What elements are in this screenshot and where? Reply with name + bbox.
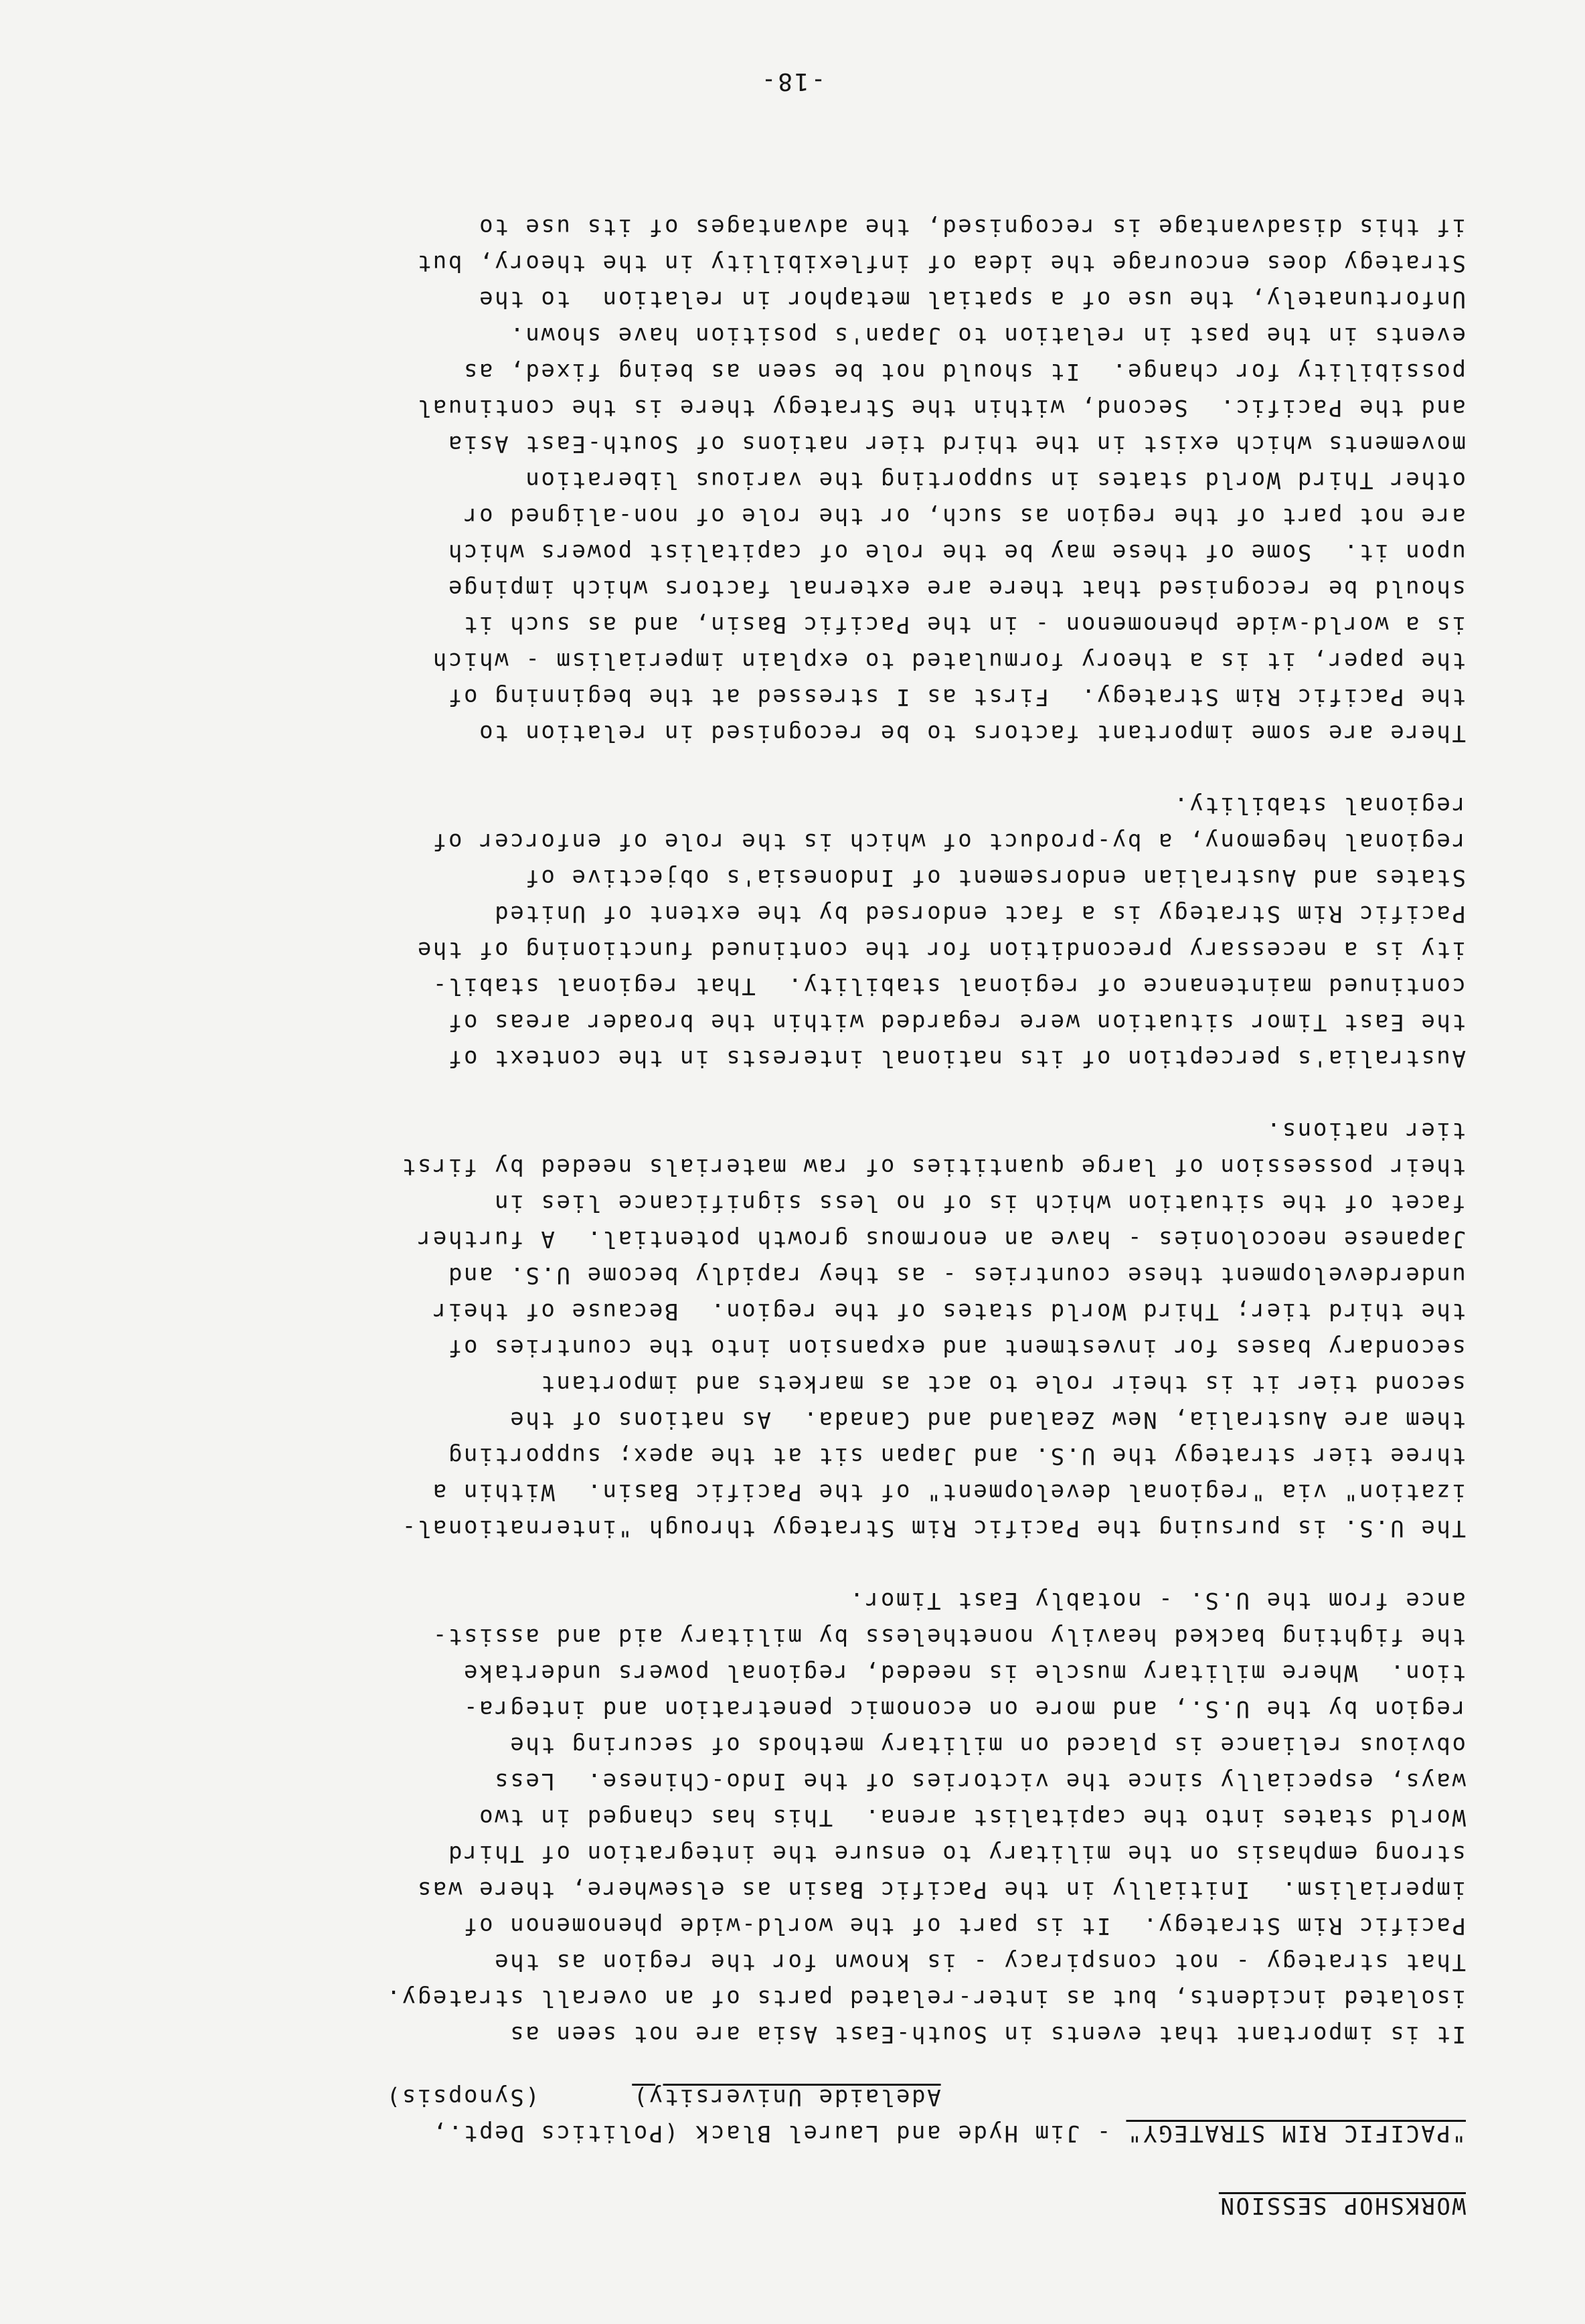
text-line: them are Australia, New Zealand and Canada. As nations of the bbox=[508, 1406, 1466, 1433]
text-line: strong emphasis on the military to ensure the integration of Third bbox=[446, 1840, 1466, 1867]
text-line: regional hegemony, a by-product of which is the role of enforcer of bbox=[431, 828, 1466, 855]
text-line: ization" via "regional development" of the Pacific Basin. Within a bbox=[431, 1479, 1466, 1505]
text-line: the third tier; Third World states of the region. Because of their bbox=[431, 1298, 1466, 1325]
text-line: Pacific Rim Strategy is a fact endorsed by the extent of United bbox=[493, 900, 1466, 927]
text-line: their possession of large quantities of raw materials needed by first bbox=[400, 1153, 1466, 1180]
affiliation-indent bbox=[941, 2084, 1466, 2110]
text-line: ance from the U.S. - notably East Timor. bbox=[848, 1587, 1466, 1614]
text-line: the paper, it is a theory formulated to explain imperialism - which bbox=[431, 647, 1466, 674]
text-line: if this disadvantage is recognised, the advantages of its use to bbox=[477, 214, 1466, 240]
text-line: Strategy does encourage the idea of inflexibility in the theory, but bbox=[416, 250, 1466, 276]
text-line: There are some important factors to be recognised in relation to bbox=[477, 720, 1466, 746]
text-line: obvious reliance is placed on military methods of securing the bbox=[508, 1732, 1466, 1758]
text-line: three tier strategy the U.S. and Japan sit at the apex; supporting bbox=[446, 1442, 1466, 1469]
workshop-heading: WORKSHOP SESSION bbox=[1218, 2192, 1466, 2219]
text-line: ways, especially since the victories of the Indo-Chinese. Less bbox=[493, 1768, 1466, 1795]
session-authors: - Jim Hyde and Laurel Black (Politics Dept., bbox=[431, 2120, 1127, 2147]
text-line: other Third World states in supporting the various liberation bbox=[523, 467, 1466, 493]
synopsis-label: (Synopsis) bbox=[385, 2084, 633, 2110]
text-line: the East Timor situation were regarded within the broader areas of bbox=[446, 1009, 1466, 1035]
text-line: Pacific Rim Strategy. It is part of the world-wide phenomenon of bbox=[462, 1912, 1466, 1939]
session-title-line bbox=[114, 2115, 1466, 2151]
text-line: secondary bases for investment and expansion into the countries of bbox=[446, 1334, 1466, 1361]
text-line: possibility for change. It should not be seen as being fixed, as bbox=[462, 358, 1466, 385]
paragraph-4 bbox=[114, 209, 1466, 751]
text-line: upon it. Some of these may be the role of capitalist powers which bbox=[446, 539, 1466, 566]
text-line: movements which exist in the third tier nations of South-East Asia bbox=[446, 430, 1466, 457]
text-line: continued maintenance of regional stability. That regional stabil- bbox=[431, 973, 1466, 999]
text-line: is a world-wide phenomenon - in the Pacific Basin, and as such it bbox=[462, 611, 1466, 638]
paragraph-1 bbox=[114, 1582, 1466, 2052]
text-line: underdevelopment these countries - as they rapidly become U.S. and bbox=[446, 1262, 1466, 1289]
affiliation: Adelaide University) bbox=[632, 2084, 941, 2110]
text-line: events in the past in relation to Japan's position have shown. bbox=[508, 322, 1466, 349]
text-line: States and Australian endorsement of Indonesia's objective of bbox=[523, 864, 1466, 891]
text-line: The U.S. is pursuing the Pacific Rim Strategy through "international- bbox=[400, 1515, 1466, 1542]
text-line: facet of the situation which is of no less significance lies in bbox=[493, 1189, 1466, 1216]
text-line: and the Pacific. Second, within the Strategy there is the continual bbox=[416, 394, 1466, 421]
spacer bbox=[114, 2151, 1466, 2187]
text-line: tier nations. bbox=[1265, 1117, 1466, 1144]
affiliation-line bbox=[114, 2079, 1466, 2115]
session-title: "PACIFIC RIM STRATEGY" bbox=[1126, 2120, 1466, 2147]
text-line: ity is a necessary precondition for the continued functioning of the bbox=[416, 936, 1466, 963]
document-body bbox=[114, 209, 1466, 2224]
text-line: regional stability. bbox=[1172, 792, 1466, 819]
text-line: tion. Where military muscle is needed, regional powers undertake bbox=[462, 1659, 1466, 1686]
text-line: region by the U.S., and more on economic penetration and integra- bbox=[462, 1695, 1466, 1722]
paragraph-3 bbox=[114, 787, 1466, 1076]
page-number: -18- bbox=[759, 68, 826, 95]
text-line: Unfortunately, the use of a spatial metaphor in relation to the bbox=[477, 286, 1466, 313]
text-line: second tier it is their role to act as markets and important bbox=[539, 1370, 1466, 1397]
text-line: isolated incidents, but as inter-related parts of an overall strategy. bbox=[385, 1985, 1466, 2011]
text-line: World states into the capitalist arena. This has changed in two bbox=[477, 1804, 1466, 1831]
text-line: It is important that events in South-East Asia are not seen as bbox=[508, 2021, 1466, 2048]
spacer bbox=[114, 1546, 1466, 1582]
text-line: imperialism. Initially in the Pacific Basin as elsewhere, there was bbox=[416, 1876, 1466, 1903]
text-line: should be recognised that there are external factors which impinge bbox=[446, 575, 1466, 602]
spacer bbox=[114, 751, 1466, 787]
text-line: Australia's perception of its national interests in the context of bbox=[446, 1045, 1466, 1072]
paragraph-2 bbox=[114, 1112, 1466, 1546]
text-line: the Pacific Rim Strategy. First as I stressed at the beginning of bbox=[446, 683, 1466, 710]
text-line: the fighting backed heavily nonetheless by military aid and assist- bbox=[431, 1623, 1466, 1650]
spacer bbox=[114, 1076, 1466, 1112]
text-line: are not part of the region as such, or the role of non-aligned or bbox=[462, 503, 1466, 529]
text-line: That strategy - not conspiracy - is known for the region as the bbox=[493, 1948, 1466, 1975]
spacer bbox=[114, 2052, 1466, 2079]
text-line: Japanese neocolonies - have an enormous growth potential. A further bbox=[416, 1226, 1466, 1252]
